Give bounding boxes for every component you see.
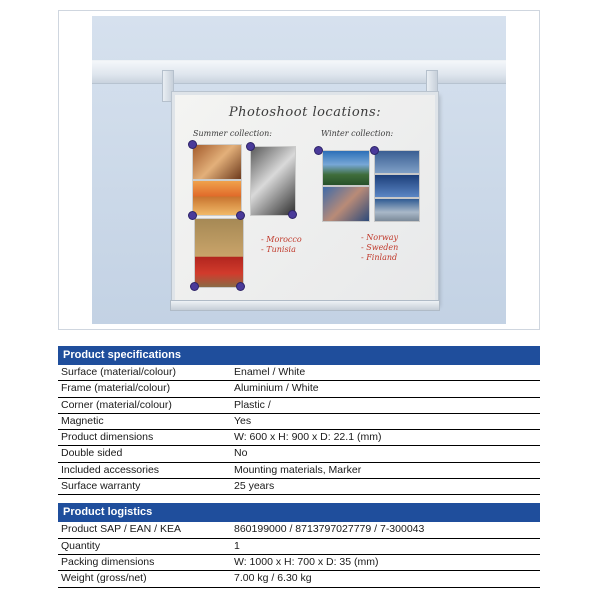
logistics-table xyxy=(58,522,540,587)
summer-list-item: - Morocco xyxy=(261,235,302,244)
row-value: Aluminium / White xyxy=(234,382,319,395)
row-value: 860199000 / 8713797027779 / 7-300043 xyxy=(234,523,425,536)
winter-list-item: - Sweden xyxy=(361,243,399,252)
magnet-icon xyxy=(237,212,244,219)
logistics-header: Product logistics xyxy=(58,503,540,522)
winter-list-item: - Finland xyxy=(361,253,398,262)
photo-desert-dunes xyxy=(193,181,241,215)
summer-list-item: - Tunisia xyxy=(261,245,296,254)
magnet-icon xyxy=(189,212,196,219)
row-value: 1 xyxy=(234,539,240,552)
magnet-icon xyxy=(315,147,322,154)
winter-list-item: - Norway xyxy=(361,233,399,242)
magnet-icon xyxy=(191,283,198,290)
row-label: Included accessories xyxy=(61,463,160,476)
row-label: Corner (material/colour) xyxy=(61,398,172,411)
photo-coast xyxy=(375,199,419,221)
row-value: Yes xyxy=(234,414,252,427)
photo-harbour xyxy=(375,175,419,197)
photo-street-bw xyxy=(251,147,295,215)
specifications-table xyxy=(58,365,540,495)
winter-list xyxy=(361,233,398,263)
winter-heading: Winter collection: xyxy=(321,129,394,138)
row-value: 7.00 kg / 6.30 kg xyxy=(234,572,312,585)
magnet-icon xyxy=(289,211,296,218)
row-value: No xyxy=(234,447,248,460)
table-row xyxy=(58,555,540,571)
product-photo xyxy=(92,16,506,324)
photo-woman-portrait xyxy=(193,145,241,179)
table-row xyxy=(58,430,540,446)
table-row xyxy=(58,398,540,414)
magnet-icon xyxy=(371,147,378,154)
row-value: Mounting materials, Marker xyxy=(234,463,362,476)
row-value: Plastic / xyxy=(234,398,271,411)
summer-heading: Summer collection: xyxy=(193,129,272,138)
row-label: Surface (material/colour) xyxy=(61,366,176,378)
table-row xyxy=(58,479,540,495)
photo-woman-winter xyxy=(323,187,369,221)
row-value: W: 1000 x H: 700 x D: 35 (mm) xyxy=(234,555,379,568)
board-title: Photoshoot locations: xyxy=(228,105,382,120)
product-tables xyxy=(58,346,540,588)
row-value: W: 600 x H: 900 x D: 22.1 (mm) xyxy=(234,431,382,444)
photo-lake-landscape xyxy=(323,151,369,185)
table-row xyxy=(58,365,540,381)
row-label: Double sided xyxy=(61,447,123,460)
row-label: Quantity xyxy=(61,539,101,552)
row-label: Product SAP / EAN / KEA xyxy=(61,523,182,536)
wall-rail xyxy=(92,60,506,84)
specifications-header: Product specifications xyxy=(58,346,540,365)
table-row xyxy=(58,446,540,462)
row-value: Enamel / White xyxy=(234,366,306,378)
table-row xyxy=(58,463,540,479)
table-row xyxy=(58,571,540,587)
row-label: Magnetic xyxy=(61,414,104,427)
row-value: 25 years xyxy=(234,480,275,493)
marker-tray xyxy=(170,300,440,311)
table-row xyxy=(58,381,540,397)
row-label: Frame (material/colour) xyxy=(61,382,171,395)
photo-cabin xyxy=(375,151,419,173)
row-label: Packing dimensions xyxy=(61,555,155,568)
table-row xyxy=(58,522,540,538)
whiteboard xyxy=(172,92,438,304)
table-row xyxy=(58,539,540,555)
magnet-icon xyxy=(237,283,244,290)
magnet-icon xyxy=(189,141,196,148)
summer-list xyxy=(261,235,302,255)
row-label: Weight (gross/net) xyxy=(61,572,147,585)
photo-red-sofa-door xyxy=(195,219,243,287)
magnet-icon xyxy=(247,143,254,150)
table-row xyxy=(58,414,540,430)
row-label: Product dimensions xyxy=(61,431,154,444)
row-label: Surface warranty xyxy=(61,480,141,493)
